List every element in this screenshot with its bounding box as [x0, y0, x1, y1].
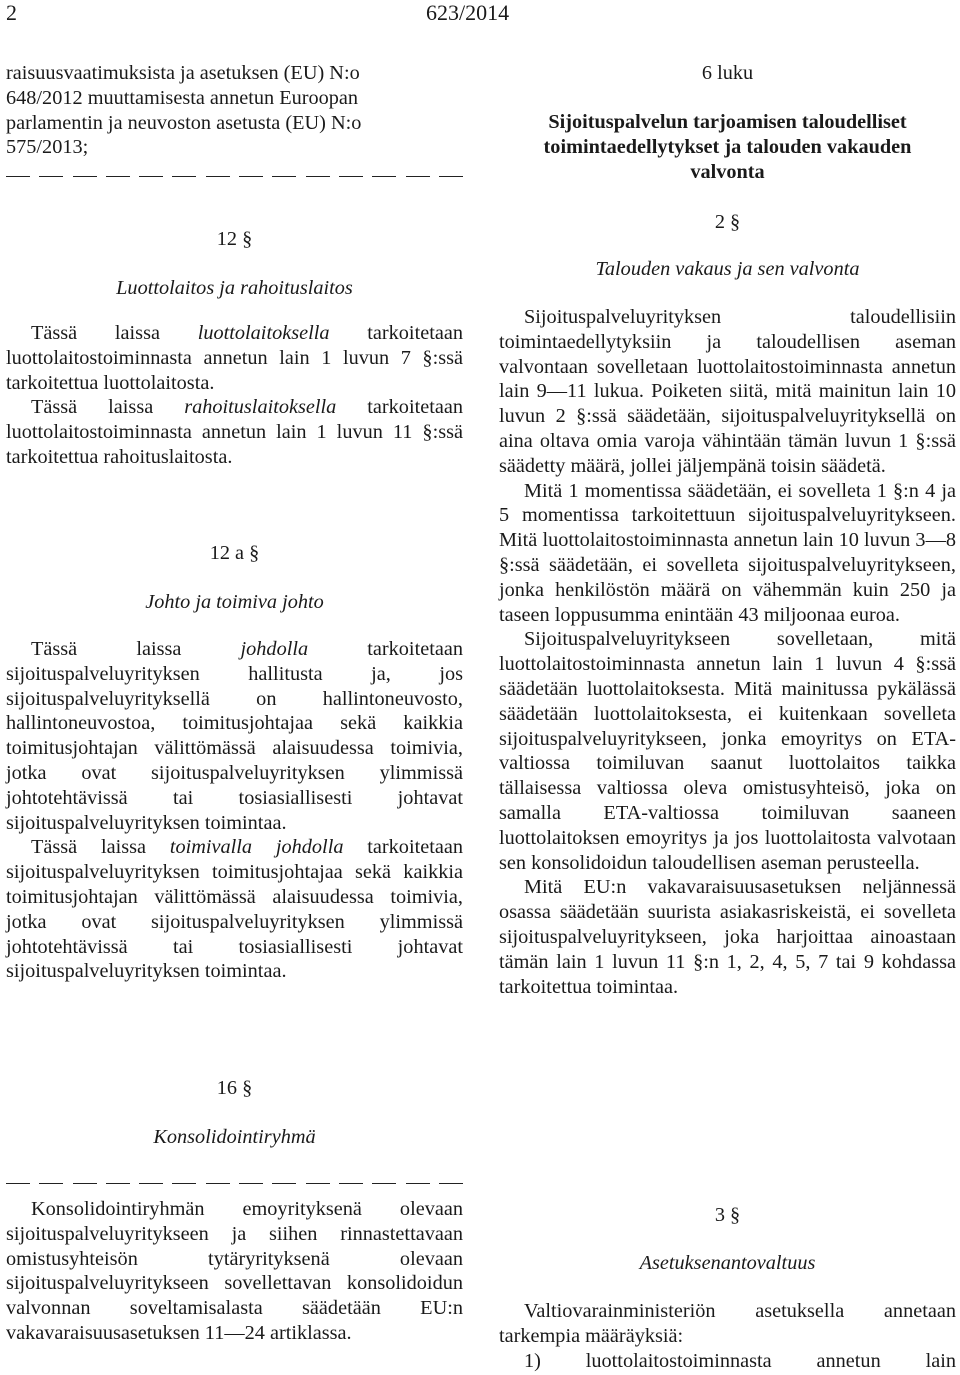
paragraph: Mitä 1 momentissa säädetään, ei sovelleta 1 §:n 4 ja 5 momentissa tarkoitettuun sijoituspalveluyritykseen. Mitä luottolaitostoiminnasta annetun lain 10 luvun 3—8 §:ssä säädetään, ei sovelleta sijoituspalveluyritykseen, jonka henkilöstön määrä on vähemmän kuin 250 ja taseen loppusumma enintään 43 miljoonaa euroa. — [499, 479, 956, 626]
section-3-title: Asetuksenantovaltuus — [639, 1252, 816, 1274]
section-2-number: 2 § — [714, 211, 741, 233]
section-3-body — [499, 1299, 956, 1373]
paragraph: Sijoituspalveluyritykseen sovelletaan, mitä luottolaitostoiminnasta annetun lain 1 luvun 4 §:ssä säädetään luottolaitoksesta. Mitä mainitussa pykälässä säädetään luottolaitoksesta, ei kuitenkaan sovelleta sijoituspalveluyritykseen, jonka emoyritys on ETA-valtiossa toimiluvan saanut luottolaitos taikka tällaisessa valtiossa oleva omistusyhteisö, joka on samalla ETA-valtiossa toimiluvan saaneen luottolaitoksen emoyritys ja jos luottolaitosta valvotaan sen konsolidoidun taloudellisen aseman perusteella. — [499, 628, 956, 874]
intro-line: 575/2013; — [6, 136, 89, 159]
chapter-title-line: toimintaedellytykset ja talouden vakauden — [543, 135, 912, 158]
intro-text — [6, 61, 463, 160]
intro-line: raisuusvaatimuksista ja asetuksen (EU) N:o — [6, 62, 360, 84]
chapter-title-line: Sijoituspalvelun tarjoamisen taloudelliset — [548, 111, 907, 133]
paragraph: Tässä laissa toimivalla johdolla tarkoitetaan sijoituspalveluyrityksen toimitusjohtajaa sekä kaikkia toimitusjohtajan välittömässä alaisuudessa toimivia, jotka ovat sijoituspalveluyrityksen ylimmissä johtotehtävissä tai tosiasiallisesti johtavat sijoituspalveluyrityksen toimintaa. — [6, 836, 463, 983]
section-12-body — [6, 321, 463, 470]
paragraph: Sijoituspalveluyrityksen taloudellisiin toimintaedellytyksiin ja taloudellisen aseman valvontaan sovelletaan luottolaitostoiminnasta annetun lain 9—11 lukua. Poiketen siitä, mitä mainitun lain 10 luvun 2 §:ssä säädetään, sijoituspalveluyrityksellä on aina oltava omia varoja vähintään tämän luvun 1 §:ssä säädetty määrä, jollei jäljempänä toisin säädetä. — [499, 306, 956, 477]
paragraph: Konsolidointiryhmän emoyrityksenä olevaan sijoituspalveluyritykseen ja siihen rinnastettavaan omistusyhteisön tytäryrityksenä olevaan sijoituspalveluyritykseen sovellettavan konsolidoidun valvonnan soveltamisalasta säädetään EU:n vakavaraisuusasetuksen 11—24 artiklassa. — [6, 1198, 463, 1344]
paragraph: Tässä laissa rahoituslaitoksella tarkoitetaan luottolaitostoiminnasta annetun lain 1 luvun 11 §:ssä tarkoitettua rahoituslaitosta. — [6, 396, 463, 468]
omission-dashes — [6, 176, 463, 178]
section-3-number: 3 § — [714, 1204, 741, 1226]
list-item: 1) luottolaitostoiminnasta annetun lain — [524, 1349, 956, 1372]
document-number: 623/2014 — [426, 0, 510, 25]
section-16-number: 16 § — [216, 1077, 253, 1099]
paragraph: Tässä laissa johdolla tarkoitetaan sijoituspalveluyrityksen hallitusta ja, jos sijoituspalveluyrityksellä on hallintoneuvosto, hallintoneuvostoa, toimitusjohtajaa sekä kaikkia toimitusjohtajan välittömässä alaisuudessa toimivia, jotka ovat sijoituspalveluyrityksen ylimmissä johtotehtävissä tai tosiasiallisesti johtavat sijoituspalveluyrityksen toimintaa. — [6, 638, 463, 834]
section-12a-number: 12 a § — [209, 542, 260, 564]
paragraph: Mitä EU:n vakavaraisuusasetuksen neljännessä osassa säädetään suurista asiakasriskeistä, ei sovelleta sijoituspalveluyritykseen, joka harjoittaa ainoastaan tämän lain 1 luvun 11 §:n 1, 2, 4, 5, 7 tai 9 kohdassa tarkoitettua toimintaa. — [499, 876, 956, 998]
omission-dashes — [6, 1183, 463, 1185]
section-12-title: Luottolaitos ja rahoituslaitos — [116, 277, 353, 299]
defined-term: toimivalla johdolla — [169, 836, 344, 859]
paragraph: Valtiovarainministeriön asetuksella annetaan tarkempia määräyksiä: — [499, 1300, 956, 1347]
section-16-title: Konsolidointiryhmä — [153, 1126, 316, 1148]
chapter-title-line: valvonta — [690, 160, 765, 183]
section-12a-body — [6, 637, 463, 984]
defined-term: luottolaitoksella — [197, 322, 330, 344]
section-2-body — [499, 305, 956, 999]
intro-line: parlamentin ja neuvoston asetusta (EU) N:o — [6, 111, 362, 134]
section-12a-title: Johto ja toimiva johto — [145, 591, 324, 613]
defined-term: rahoituslaitoksella — [184, 396, 337, 419]
page-number: 2 — [6, 0, 17, 25]
paragraph: Tässä laissa luottolaitoksella tarkoitetaan luottolaitostoiminnasta annetun lain 1 luvun 7 §:ssä tarkoitettua luottolaitosta. — [6, 322, 463, 394]
chapter-title — [499, 110, 956, 184]
chapter-number: 6 luku — [701, 62, 754, 84]
section-12-number: 12 § — [216, 228, 253, 250]
section-16-body — [6, 1197, 463, 1346]
intro-line: 648/2012 muuttamisesta annetun Euroopan — [6, 86, 359, 109]
section-2-title: Talouden vakaus ja sen valvonta — [595, 258, 860, 280]
defined-term: johdolla — [240, 638, 309, 660]
